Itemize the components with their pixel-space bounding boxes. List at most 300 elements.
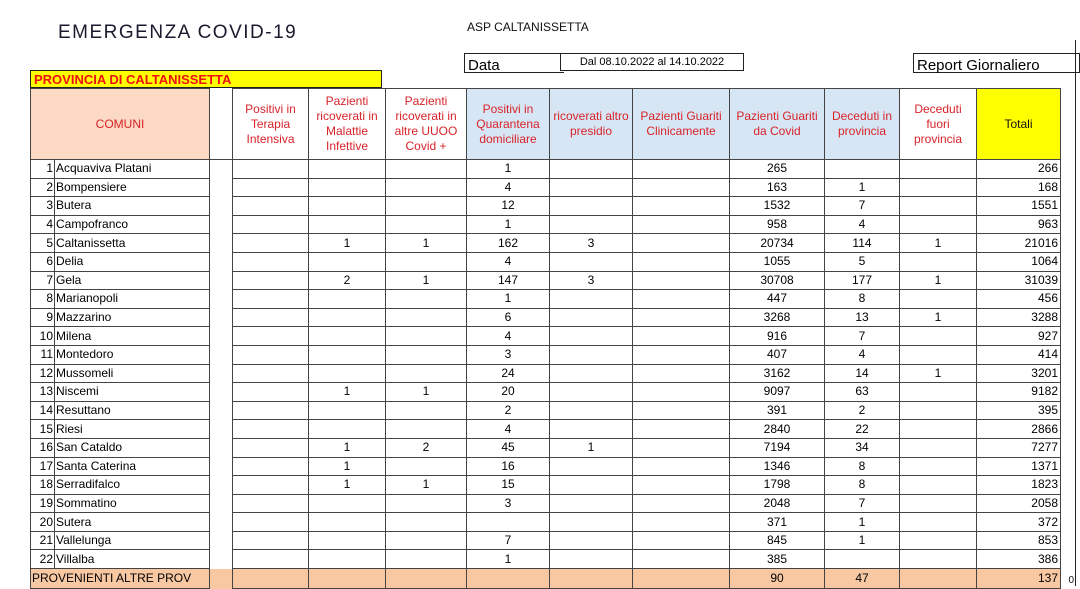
cell-altro [550,420,633,439]
comune-name: Milena [55,327,210,346]
cell-decf [900,290,977,309]
cell-gcovid: 958 [730,215,825,234]
footer-label: PROVENIENTI ALTRE PROV [31,569,210,589]
gap-cell [210,513,233,532]
cell-gcovid: 385 [730,550,825,569]
table-row [31,215,1061,234]
cell-altro [550,401,633,420]
cell-gcovid: 1532 [730,197,825,216]
cell-decf: 1 [900,234,977,253]
cell-uuoo [386,550,467,569]
cell-ti [233,383,309,402]
cell-uuoo: 1 [386,476,467,495]
cell-uuoo [386,531,467,550]
comune-name: Sutera [55,513,210,532]
cell-mi: 1 [309,457,386,476]
cell-gclin [633,531,730,550]
cell-uuoo [386,215,467,234]
comune-name: Serradifalco [55,476,210,495]
gap-cell [210,308,233,327]
cell-altro [550,178,633,197]
cell-gclin [633,364,730,383]
cell-altro [550,252,633,271]
comune-name: Vallelunga [55,531,210,550]
cell-altro [550,476,633,495]
cell-quar: 12 [467,197,550,216]
row-number: 6 [31,252,55,271]
cell-tot: 7277 [977,438,1061,457]
cell-decf [900,550,977,569]
comune-name: Niscemi [55,383,210,402]
col-comuni: COMUNI [31,89,210,160]
cell-dec: 1 [825,178,900,197]
cell-mi: 1 [309,383,386,402]
cell-gcovid: 447 [730,290,825,309]
cell-altro [550,364,633,383]
right-border [1075,40,1076,586]
table-row [31,438,1061,457]
cell-mi [309,345,386,364]
col-guariti-covid: Pazienti Guariti da Covid [730,89,825,160]
cell-decf [900,160,977,179]
cell-ti [233,494,309,513]
cell-ti [233,327,309,346]
cell-mi [309,327,386,346]
cell-gcovid: 371 [730,513,825,532]
cell-quar: 2 [467,401,550,420]
cell-gcovid: 7194 [730,438,825,457]
cell-gclin [633,550,730,569]
cell-altro [550,160,633,179]
footer-row [31,569,1061,589]
cell-decf [900,494,977,513]
cell-altro [550,197,633,216]
gap-cell [210,364,233,383]
col-malattie-infettive: Pazienti ricoverati in Malattie Infettive [309,89,386,160]
cell-mi [309,364,386,383]
row-number: 12 [31,364,55,383]
col-altre-uuoo: Pazienti ricoverati in altre UUOO Covid + [386,89,467,160]
footer-totale: 137 [977,569,1061,589]
gap-cell [210,252,233,271]
row-number: 14 [31,401,55,420]
gap-cell [210,383,233,402]
cell-tot: 395 [977,401,1061,420]
date-range: Dal 08.10.2022 al 14.10.2022 [560,53,744,71]
cell [550,569,633,589]
cell-altro [550,345,633,364]
cell-gclin [633,420,730,439]
cell-dec: 4 [825,345,900,364]
cell-dec: 8 [825,476,900,495]
cell [633,569,730,589]
comune-name: San Cataldo [55,438,210,457]
cell-gcovid: 916 [730,327,825,346]
table-row [31,420,1061,439]
cell-dec: 13 [825,308,900,327]
cell-quar: 1 [467,290,550,309]
cell-tot: 9182 [977,383,1061,402]
cell [467,569,550,589]
table-row [31,457,1061,476]
cell-ti [233,513,309,532]
table-row [31,364,1061,383]
cell-ti [233,364,309,383]
cell-gclin [633,252,730,271]
cell-uuoo: 2 [386,438,467,457]
cell-altro [550,383,633,402]
cell-altro: 1 [550,438,633,457]
cell-dec: 177 [825,271,900,290]
cell-decf [900,327,977,346]
cell-ti [233,290,309,309]
table-row [31,531,1061,550]
cell-tot: 1823 [977,476,1061,495]
comune-name: Acquaviva Platani [55,160,210,179]
cell-ti [233,160,309,179]
cell-gclin [633,345,730,364]
cell-mi [309,197,386,216]
row-number: 7 [31,271,55,290]
cell-dec: 8 [825,457,900,476]
cell-quar: 162 [467,234,550,253]
cell-altro [550,308,633,327]
table-row [31,271,1061,290]
cell-uuoo [386,364,467,383]
cell-dec: 4 [825,215,900,234]
cell-gclin [633,476,730,495]
cell-ti [233,197,309,216]
cell-tot: 1064 [977,252,1061,271]
cell-quar: 7 [467,531,550,550]
cell-tot: 2866 [977,420,1061,439]
cell-tot: 927 [977,327,1061,346]
cell-gcovid: 407 [730,345,825,364]
cell-uuoo [386,160,467,179]
cell-quar: 1 [467,550,550,569]
table-row [31,494,1061,513]
cell-dec: 114 [825,234,900,253]
cell-dec: 34 [825,438,900,457]
covid-table [30,88,1061,589]
cell [386,569,467,589]
cell-uuoo [386,401,467,420]
cell-dec: 8 [825,290,900,309]
cell-gcovid: 265 [730,160,825,179]
gap-cell [210,531,233,550]
cell-decf [900,438,977,457]
cell-dec: 1 [825,531,900,550]
comune-name: Villalba [55,550,210,569]
cell-uuoo [386,420,467,439]
cell-altro [550,513,633,532]
row-number: 13 [31,383,55,402]
cell-uuoo [386,252,467,271]
cell-gclin [633,327,730,346]
cell-quar: 4 [467,327,550,346]
gap-cell [210,476,233,495]
cell-uuoo [386,494,467,513]
cell-altro [550,215,633,234]
cell-dec: 7 [825,494,900,513]
cell-gcovid: 3162 [730,364,825,383]
cell-quar: 45 [467,438,550,457]
cell-decf [900,401,977,420]
cell-uuoo: 1 [386,234,467,253]
cell-tot: 853 [977,531,1061,550]
cell-tot: 1371 [977,457,1061,476]
cell-mi [309,160,386,179]
cell-ti [233,401,309,420]
date-label: Data [464,53,564,73]
cell-tot: 963 [977,215,1061,234]
row-number: 9 [31,308,55,327]
cell-uuoo [386,290,467,309]
cell [233,569,309,589]
cell-gclin [633,160,730,179]
trailing-zero: 0 [1068,575,1074,586]
table-row [31,290,1061,309]
col-guariti-clinicamente: Pazienti Guariti Clinicamente [633,89,730,160]
cell-mi [309,513,386,532]
cell-ti [233,550,309,569]
cell-gcovid: 20734 [730,234,825,253]
cell-tot: 21016 [977,234,1061,253]
row-number: 11 [31,345,55,364]
report-label: Report Giornaliero [913,53,1080,73]
row-number: 21 [31,531,55,550]
cell-gcovid: 1798 [730,476,825,495]
header-row [31,89,1061,160]
cell-gcovid: 2840 [730,420,825,439]
cell-uuoo [386,178,467,197]
cell-gclin [633,178,730,197]
cell-mi: 2 [309,271,386,290]
gap-cell [210,494,233,513]
cell-gcovid: 1055 [730,252,825,271]
cell-altro [550,327,633,346]
cell-mi [309,178,386,197]
table-row [31,383,1061,402]
row-number: 17 [31,457,55,476]
cell-ti [233,178,309,197]
gap-cell [210,234,233,253]
cell-gclin [633,383,730,402]
cell-mi [309,531,386,550]
cell-mi: 1 [309,476,386,495]
cell-ti [233,215,309,234]
cell-altro: 3 [550,234,633,253]
cell-mi [309,550,386,569]
comune-name: Resuttano [55,401,210,420]
cell-decf: 1 [900,308,977,327]
cell-quar: 3 [467,494,550,513]
cell-tot: 386 [977,550,1061,569]
cell-gcovid: 845 [730,531,825,550]
cell-dec: 14 [825,364,900,383]
cell-tot: 266 [977,160,1061,179]
cell-decf [900,215,977,234]
cell-uuoo: 1 [386,383,467,402]
table-row [31,160,1061,179]
cell-tot: 168 [977,178,1061,197]
gap-cell [210,420,233,439]
col-quarantena: Positivi in Quarantena domiciliare [467,89,550,160]
row-number: 5 [31,234,55,253]
cell-decf [900,178,977,197]
cell-tot: 414 [977,345,1061,364]
row-number: 16 [31,438,55,457]
gap-cell [210,569,233,589]
cell-uuoo [386,513,467,532]
cell-altro [550,550,633,569]
cell-dec: 1 [825,513,900,532]
table-row [31,178,1061,197]
gap-cell [210,197,233,216]
cell-decf: 1 [900,364,977,383]
gap-cell [210,401,233,420]
cell-tot: 2058 [977,494,1061,513]
cell-uuoo [386,345,467,364]
cell-mi: 1 [309,438,386,457]
table-row [31,401,1061,420]
row-number: 4 [31,215,55,234]
cell-quar: 20 [467,383,550,402]
cell-ti [233,345,309,364]
cell-quar: 3 [467,345,550,364]
cell-decf [900,420,977,439]
row-number: 2 [31,178,55,197]
table-row [31,327,1061,346]
page-title: EMERGENZA COVID-19 [58,22,298,43]
comune-name: Caltanissetta [55,234,210,253]
gap-cell [210,438,233,457]
footer-deceduti: 47 [825,569,900,589]
row-number: 19 [31,494,55,513]
cell-gclin [633,513,730,532]
cell-mi [309,420,386,439]
cell-decf [900,197,977,216]
cell-dec [825,160,900,179]
gap-cell [210,215,233,234]
cell-dec: 22 [825,420,900,439]
comune-name: Riesi [55,420,210,439]
cell-quar: 15 [467,476,550,495]
table-row [31,252,1061,271]
cell-dec [825,550,900,569]
cell-gcovid: 3268 [730,308,825,327]
cell-decf [900,476,977,495]
cell-tot: 3201 [977,364,1061,383]
cell-decf [900,252,977,271]
comune-name: Santa Caterina [55,457,210,476]
cell-gclin [633,401,730,420]
cell-altro [550,531,633,550]
table-row [31,234,1061,253]
cell-gcovid: 9097 [730,383,825,402]
cell-quar: 147 [467,271,550,290]
row-number: 3 [31,197,55,216]
cell-mi [309,252,386,271]
cell-mi [309,215,386,234]
table-row [31,513,1061,532]
cell-quar: 4 [467,420,550,439]
cell-tot: 1551 [977,197,1061,216]
table-row [31,476,1061,495]
gap-cell [210,327,233,346]
cell-gclin [633,290,730,309]
province-title: PROVINCIA DI CALTANISSETTA [30,70,382,88]
row-number: 8 [31,290,55,309]
gap-cell [210,457,233,476]
cell-uuoo [386,308,467,327]
cell-quar: 6 [467,308,550,327]
cell-gclin [633,457,730,476]
cell-ti [233,531,309,550]
col-altro-presidio: ricoverati altro presidio [550,89,633,160]
cell-gclin [633,271,730,290]
cell-mi: 1 [309,234,386,253]
cell-altro [550,457,633,476]
cell-mi [309,290,386,309]
gap-cell [210,271,233,290]
cell-dec: 7 [825,327,900,346]
comune-name: Butera [55,197,210,216]
cell-quar: 1 [467,215,550,234]
row-number: 15 [31,420,55,439]
comune-name: Montedoro [55,345,210,364]
cell-ti [233,420,309,439]
table-row [31,550,1061,569]
cell-gclin [633,438,730,457]
cell-ti [233,476,309,495]
cell [900,569,977,589]
cell-quar: 4 [467,252,550,271]
cell-tot: 3288 [977,308,1061,327]
gap-cell [210,178,233,197]
cell-tot: 31039 [977,271,1061,290]
footer-guariti-covid: 90 [730,569,825,589]
row-number: 18 [31,476,55,495]
cell-dec: 2 [825,401,900,420]
cell-decf [900,383,977,402]
cell-gcovid: 2048 [730,494,825,513]
comune-name: Bompensiere [55,178,210,197]
cell-decf [900,531,977,550]
cell-quar: 4 [467,178,550,197]
cell-ti [233,271,309,290]
col-totali: Totali [977,89,1061,160]
gap-cell [210,550,233,569]
cell-uuoo [386,327,467,346]
cell-decf [900,513,977,532]
cell-gcovid: 1346 [730,457,825,476]
table-row [31,197,1061,216]
comune-name: Marianopoli [55,290,210,309]
cell-decf [900,457,977,476]
comune-name: Gela [55,271,210,290]
cell-quar: 16 [467,457,550,476]
gap-col [210,89,233,160]
cell-ti [233,234,309,253]
cell-gclin [633,197,730,216]
asp-label: ASP CALTANISSETTA [467,20,589,34]
cell-decf [900,345,977,364]
table-row [31,345,1061,364]
cell-dec: 63 [825,383,900,402]
cell-ti [233,308,309,327]
cell-quar: 24 [467,364,550,383]
